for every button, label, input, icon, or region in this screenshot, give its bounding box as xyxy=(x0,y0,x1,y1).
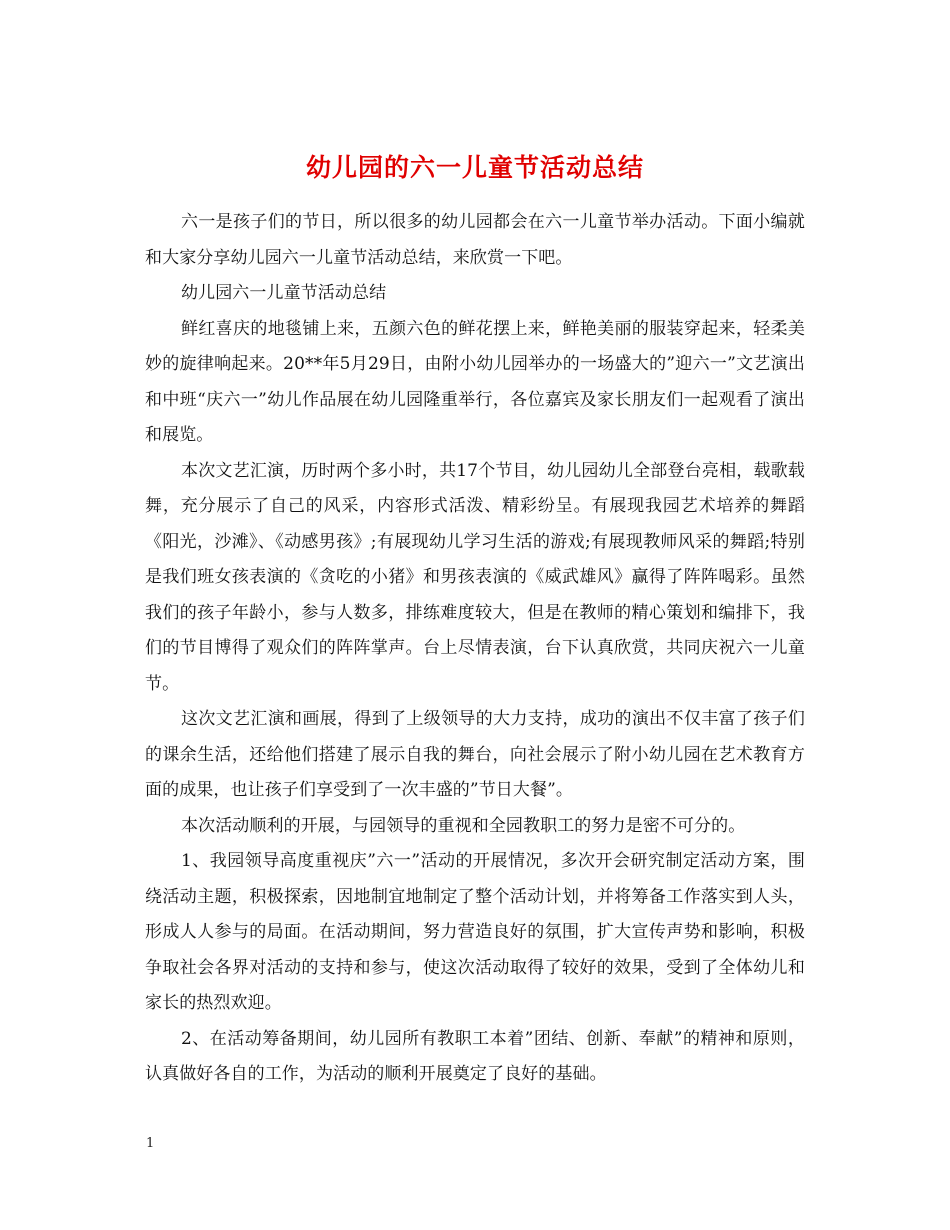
paragraph-subtitle: 幼儿园六一儿童节活动总结 xyxy=(181,283,387,303)
paragraph-performance: 本次文艺汇演，历时两个多小时，共17个节目，幼儿园幼儿全部登台亮相，载歌载舞，充分展示了自己的风采，内容形式活泼、精彩纷呈。有展现我园艺术培养的舞蹈《阳光，沙滩》、《动感男孩》;有展现幼儿学习生活的游戏;有展现教师风采的舞蹈;特别是我们班女孩表演的《贪吃的小猪》和男孩表演的《威武雄风》赢得了阵阵喝彩。虽然我们的孩子年龄小，参与人数多，排练难度较大，但是在教师的精心策划和编排下，我们的节目博得了观众们的阵阵掌声。台上尽情表演，台下认真欣赏，共同庆祝六一儿童节。 xyxy=(145,460,805,694)
document-body xyxy=(145,205,805,1093)
page-number: 1 xyxy=(146,1136,155,1151)
paragraph-support: 这次文艺汇演和画展，得到了上级领导的大力支持，成功的演出不仅丰富了孩子们的课余生活，还给他们搭建了展示自我的舞台，向社会展示了附小幼儿园在艺术教育方面的成果，也让孩子们享受到了一次丰盛的”节日大餐”。 xyxy=(145,709,805,800)
paragraph-summary: 本次活动顺利的开展，与园领导的重视和全园教职工的努力是密不可分的。 xyxy=(181,815,746,836)
paragraph-point-2: 2、在活动筹备期间，幼儿园所有教职工本着”团结、创新、奉献”的精神和原则，认真做好各自的工作，为活动的顺利开展奠定了良好的基础。 xyxy=(145,1028,805,1084)
paragraph-opening: 鲜红喜庆的地毯铺上来，五颜六色的鲜花摆上来，鲜艳美丽的服装穿起来，轻柔美妙的旋律响起来。20**年5月29日，由附小幼儿园举办的一场盛大的”迎六一”文艺演出和中班“庆六一”幼儿作品展在幼儿园隆重举行，各位嘉宾及家长朋友们一起观看了演出和展览。 xyxy=(145,318,805,445)
paragraph-point-1: 1、我园领导高度重视庆”六一”活动的开展情况，多次开会研究制定活动方案，围绕活动主题，积极探索，因地制宜地制定了整个活动计划，并将筹备工作落实到人头，形成人人参与的局面。在活动期间，努力营造良好的氛围，扩大宣传声势和影响，积极争取社会各界对活动的支持和参与，使这次活动取得了较好的效果，受到了全体幼儿和家长的热烈欢迎。 xyxy=(145,851,805,1013)
paragraph-intro: 六一是孩子们的节日，所以很多的幼儿园都会在六一儿童节举办活动。下面小编就和大家分享幼儿园六一儿童节活动总结，来欣赏一下吧。 xyxy=(145,212,805,268)
document-title: 幼儿园的六一儿童节活动总结 xyxy=(305,152,644,182)
